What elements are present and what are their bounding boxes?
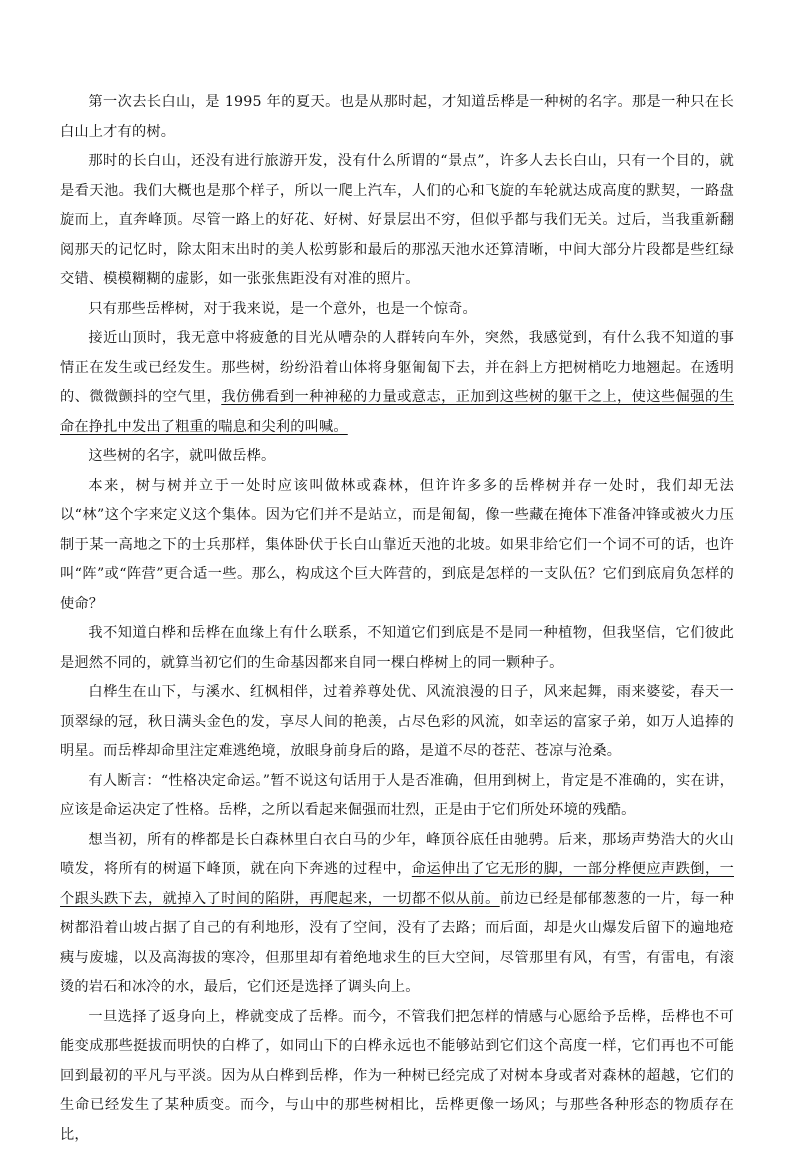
paragraph-2 xyxy=(60,147,734,295)
paragraph-text: 接近山顶时，我无意中将疲惫的目光从嘈杂的人群转向车外，突然，我感觉到，有什么我不知道的事情正在发生或已经发生。那些树，纷纷沿着山体将身躯匍匐下去，并在斜上方把树梢吃力地翘起。在透明的、微微颤抖的空气里， xyxy=(60,330,734,405)
paragraph-8 xyxy=(60,678,734,767)
paragraph-5 xyxy=(60,442,734,472)
paragraph-text: 那时的长白山，还没有进行旅游开发，没有什么所谓的“景点”，许多人去长白山，只有一个目的，就是看天池。我们大概也是那个样子，所以一爬上汽车，人们的心和飞旋的车轮就达成高度的默契，一路盘旋而上，直奔峰顶。尽管一路上的好花、好树、好景层出不穷，但似乎都与我们无关。过后，当我重新翻阅那天的记忆时，除太阳末出时的美人松剪影和最后的那泓天池水还算清晰，中间大部分片段都是些红绿交错、模模糊糊的虚影，如一张张焦距没有对准的照片。 xyxy=(60,153,734,287)
paragraph-text: 本来，树与树并立于一处时应该叫做林或森林，但许许多多的岳桦树并存一处时，我们却无法以“林”这个字来定义这个集体。因为它们并不是站立，而是匍匐，像一些藏在掩体下准备冲锋或被火力压制于某一高地之下的士兵那样，集体卧伏于长白山靠近天池的北坡。如果非给它们一个词不可的话，也许叫“阵”或“阵营”更合适一些。那么，构成这个巨大阵营的，到底是怎样的一支队伍？它们到底肩负怎样的使命？ xyxy=(60,478,734,612)
paragraph-10 xyxy=(60,826,734,1003)
paragraph-text: 有人断言：“性格决定命运。”暂不说这句话用于人是否准确，但用到树上，肯定是不准确的，实在讲，应该是命运决定了性格。岳桦，之所以看起来倔强而壮烈，正是由于它们所处环境的残酷。 xyxy=(60,773,734,819)
paragraph-text: 只有那些岳桦树，对于我来说，是一个意外，也是一个惊奇。 xyxy=(88,301,476,317)
paragraph-text: 第一次去长白山，是 1995 年的夏天。也是从那时起，才知道岳桦是一种树的名字。那是一种只在长白山上才有的树。 xyxy=(60,94,734,140)
paragraph-text: 前边已经是郁郁葱葱的一片，每一种树都沿着山坡占据了自己的有利地形，没有了空间，没有了去路；而后面，却是火山爆发后留下的遍地疮痍与废墟，以及高海拔的寒冷，但那里却有着绝地求生的巨大空间，尽管那里有风，有雪，有雷电，有滚烫的岩石和冰冷的水，最后，它们还是选择了调头向上。 xyxy=(60,891,734,996)
paragraph-6 xyxy=(60,472,734,620)
paragraph-text: 想当初，所有的桦都是长白森林里白衣白马的少年，峰顶谷底任由驰骋。后来，那场声势浩大的火山喷发，将所有的树逼下峰顶，就在向下奔逃的过程中， xyxy=(60,832,734,878)
paragraph-11 xyxy=(60,1003,734,1150)
underlined-sentence: 命运伸出了它无形的脚，一部分桦便应声跌倒，一个跟头跌下去，就掉入了时间的陷阱，再爬起来，一切都不似从前。 xyxy=(60,861,734,907)
paragraph-text: 这些树的名字，就叫做岳桦。 xyxy=(88,448,275,464)
paragraph-7 xyxy=(60,619,734,678)
paragraph-9 xyxy=(60,767,734,826)
paragraph-text: 白桦生在山下，与溪水、红枫相伴，过着养尊处优、风流浪漫的日子，风来起舞，雨来婆娑，春天一顶翠绿的冠，秋日满头金色的发，享尽人间的艳羡，占尽色彩的风流，如幸运的富家子弟，如万人追捧的明星。而岳桦却命里注定难逃绝境，放眼身前身后的路，是道不尽的苍茫、苍凉与沧桑。 xyxy=(60,684,734,759)
paragraph-text: 我不知道白桦和岳桦在血缘上有什么联系，不知道它们到底是不是同一种植物，但我坚信，它们彼此是迥然不同的，就算当初它们的生命基因都来自同一棵白桦树上的同一颗种子。 xyxy=(60,625,734,671)
paragraph-3 xyxy=(60,295,734,325)
paragraph-4 xyxy=(60,324,734,442)
paragraph-text: 一旦选择了返身向上，桦就变成了岳桦。而今，不管我们把怎样的情感与心愿给予岳桦，岳桦也不可能变成那些挺拔而明快的白桦了，如同山下的白桦永远也不能够站到它们这个高度一样，它们再也不可能回到最初的平凡与平淡。因为从白桦到岳桦，作为一种树已经完成了对树本身或者对森林的超越，它们的生命已经发生了某种质变。而今，与山中的那些树相比，岳桦更像一场风；与那些各种形态的物质存在比， xyxy=(60,1009,734,1143)
underlined-sentence: 我仿佛看到一种神秘的力量或意志，正加到这些树的躯干之上，使这些倔强的生命在挣扎中发出了粗重的喘息和尖利的叫喊。 xyxy=(60,389,734,435)
paragraph-1 xyxy=(60,88,734,147)
article-body xyxy=(60,88,734,1150)
